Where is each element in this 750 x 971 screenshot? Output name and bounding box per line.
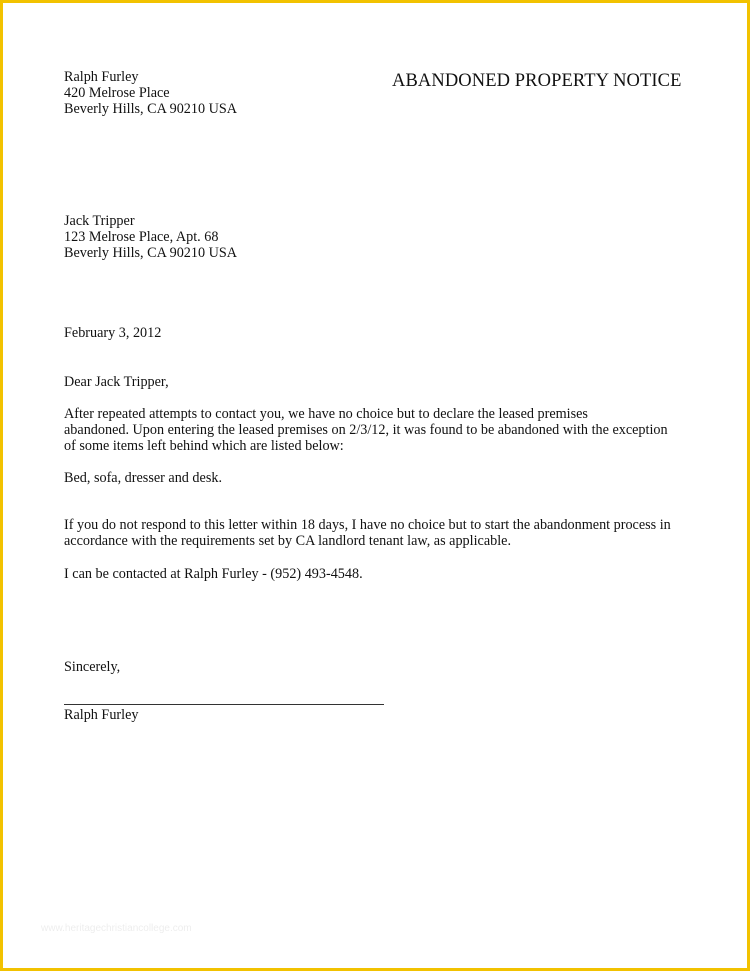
salutation: Dear Jack Tripper, (64, 374, 169, 390)
items-list: Bed, sofa, dresser and desk. (64, 470, 222, 486)
recipient-street: 123 Melrose Place, Apt. 68 (64, 229, 219, 245)
paragraph-line: of some items left behind which are listed below: (64, 438, 344, 454)
sender-city: Beverly Hills, CA 90210 USA (64, 101, 238, 117)
watermark: www.heritagechristiancollege.com (41, 923, 192, 934)
sender-street: 420 Melrose Place (64, 85, 170, 101)
signature-name: Ralph Furley (64, 707, 139, 723)
sender-address-block (64, 69, 237, 117)
paragraph-line: abandoned. Upon entering the leased premises on 2/3/12, it was found to be abandoned with the exception (64, 422, 668, 438)
contact-line: I can be contacted at Ralph Furley - (952) 493-4548. (64, 566, 363, 582)
sender-name: Ralph Furley (64, 69, 139, 85)
paragraph-line: After repeated attempts to contact you, we have no choice but to declare the leased premises (64, 406, 588, 422)
signature-line (64, 704, 384, 705)
recipient-address-block (64, 213, 237, 261)
body-paragraph-abandonment (64, 406, 704, 454)
paragraph-line: accordance with the requirements set by CA landlord tenant law, as applicable. (64, 533, 512, 549)
body-paragraph-response-deadline (64, 517, 704, 549)
recipient-name: Jack Tripper (64, 213, 135, 229)
recipient-city: Beverly Hills, CA 90210 USA (64, 245, 238, 261)
letter-date: February 3, 2012 (64, 325, 162, 341)
closing: Sincerely, (64, 659, 121, 675)
document-title: ABANDONED PROPERTY NOTICE (392, 71, 682, 91)
paragraph-line: If you do not respond to this letter within 18 days, I have no choice but to start the abandonment process in (64, 517, 671, 533)
